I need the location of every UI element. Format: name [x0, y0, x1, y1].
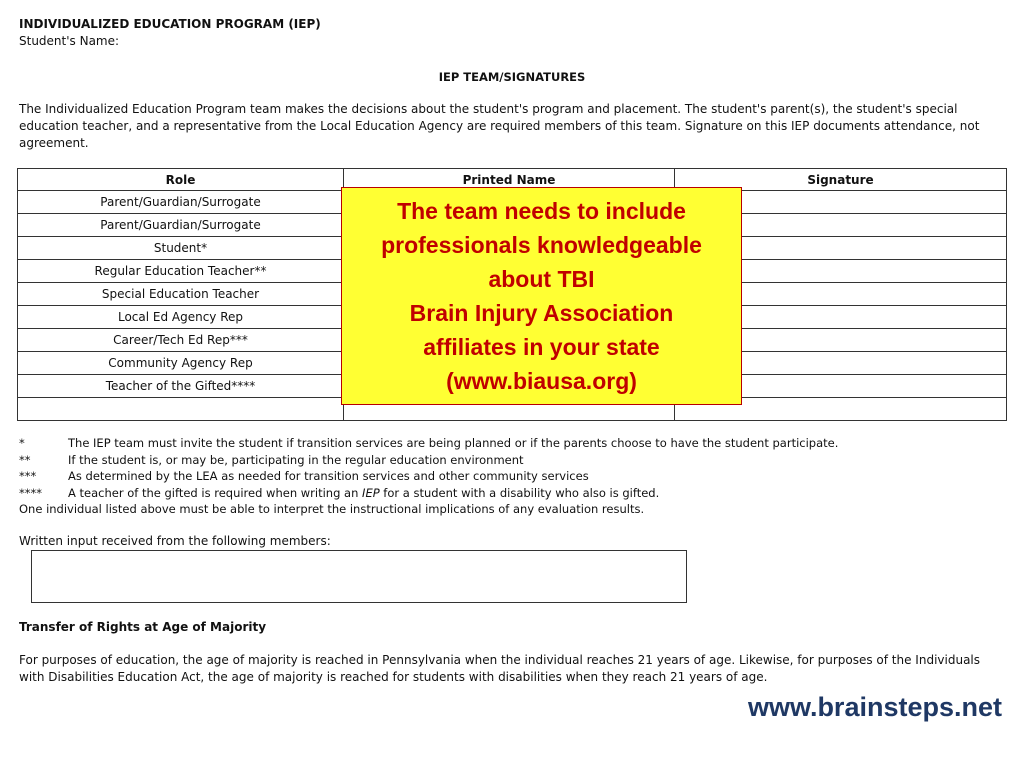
- footnote-mark: ***: [19, 469, 37, 483]
- role-cell: Student*: [18, 237, 344, 260]
- footnote: [19, 435, 1009, 452]
- footnote-mark: ****: [19, 485, 42, 500]
- transfer-rights-text: For purposes of education, the age of majority is reached in Pennsylvania when the individual reaches 21 years of age. Likewise, for purposes of the Individuals with Disabilities Education Act, the age of majority is reached for students with disabilities when they reach 21 years of age.: [19, 653, 981, 684]
- footnote-text: The IEP team must invite the student if transition services are being planned or if the parents choose to have the student participate.: [68, 436, 839, 450]
- callout-line: (www.biausa.org): [446, 368, 637, 394]
- role-cell: Local Ed Agency Rep: [18, 306, 344, 329]
- role-cell: Parent/Guardian/Surrogate: [18, 214, 344, 237]
- document-title: INDIVIDUALIZED EDUCATION PROGRAM (IEP): [19, 17, 321, 31]
- transfer-rights-title: Transfer of Rights at Age of Majority: [19, 620, 267, 634]
- written-input-label: Written input received from the following members:: [19, 534, 331, 548]
- role-cell[interactable]: [18, 398, 344, 421]
- intro-paragraph: The Individualized Education Program team makes the decisions about the student's program and placement. The student's parent(s), the student's special education teacher, and a representative from the Local Education Agency are required members of this team. Signature on this IEP documents attendance, not agreement.: [19, 102, 980, 150]
- footnotes: [19, 435, 1009, 518]
- role-cell: Parent/Guardian/Surrogate: [18, 191, 344, 214]
- callout-line: professionals knowledgeable: [381, 232, 702, 258]
- written-input-box[interactable]: [31, 550, 687, 603]
- footnote-text: As determined by the LEA as needed for transition services and other community services: [68, 469, 589, 483]
- footnote-text: [68, 485, 659, 502]
- footnote-mark: **: [19, 452, 31, 467]
- role-cell: Community Agency Rep: [18, 352, 344, 375]
- header-signature: Signature: [675, 169, 1007, 191]
- tbi-callout-box: [341, 187, 742, 405]
- footnote: [19, 485, 1009, 502]
- section-title: IEP TEAM/SIGNATURES: [438, 70, 586, 84]
- footnote-text: If the student is, or may be, participating in the regular education environment: [68, 452, 524, 467]
- callout-line: affiliates in your state: [423, 334, 660, 360]
- callout-line: Brain Injury Association: [409, 300, 674, 326]
- footnote-text-after: for a student with a disability who also is gifted.: [379, 485, 660, 500]
- header-role: Role: [18, 169, 344, 191]
- callout-line: The team needs to include: [397, 198, 686, 224]
- footnote-text-emphasis: IEP: [362, 485, 380, 500]
- role-cell: Teacher of the Gifted****: [18, 375, 344, 398]
- header-printed-name: Printed Name: [344, 169, 675, 191]
- footnote-text-before: A teacher of the gifted is required when writing an: [68, 485, 363, 500]
- student-name-label: Student's Name:: [19, 34, 120, 48]
- interpret-note: One individual listed above must be able to interpret the instructional implications of any evaluation results.: [19, 502, 645, 516]
- role-cell: Regular Education Teacher**: [18, 260, 344, 283]
- footnote: [19, 452, 1009, 469]
- footnote: [19, 468, 1009, 485]
- callout-line: about TBI: [488, 266, 595, 292]
- role-cell: Special Education Teacher: [18, 283, 344, 306]
- role-cell: Career/Tech Ed Rep***: [18, 329, 344, 352]
- footnote-mark: *: [19, 436, 25, 450]
- website-url: www.brainsteps.net: [747, 692, 1002, 722]
